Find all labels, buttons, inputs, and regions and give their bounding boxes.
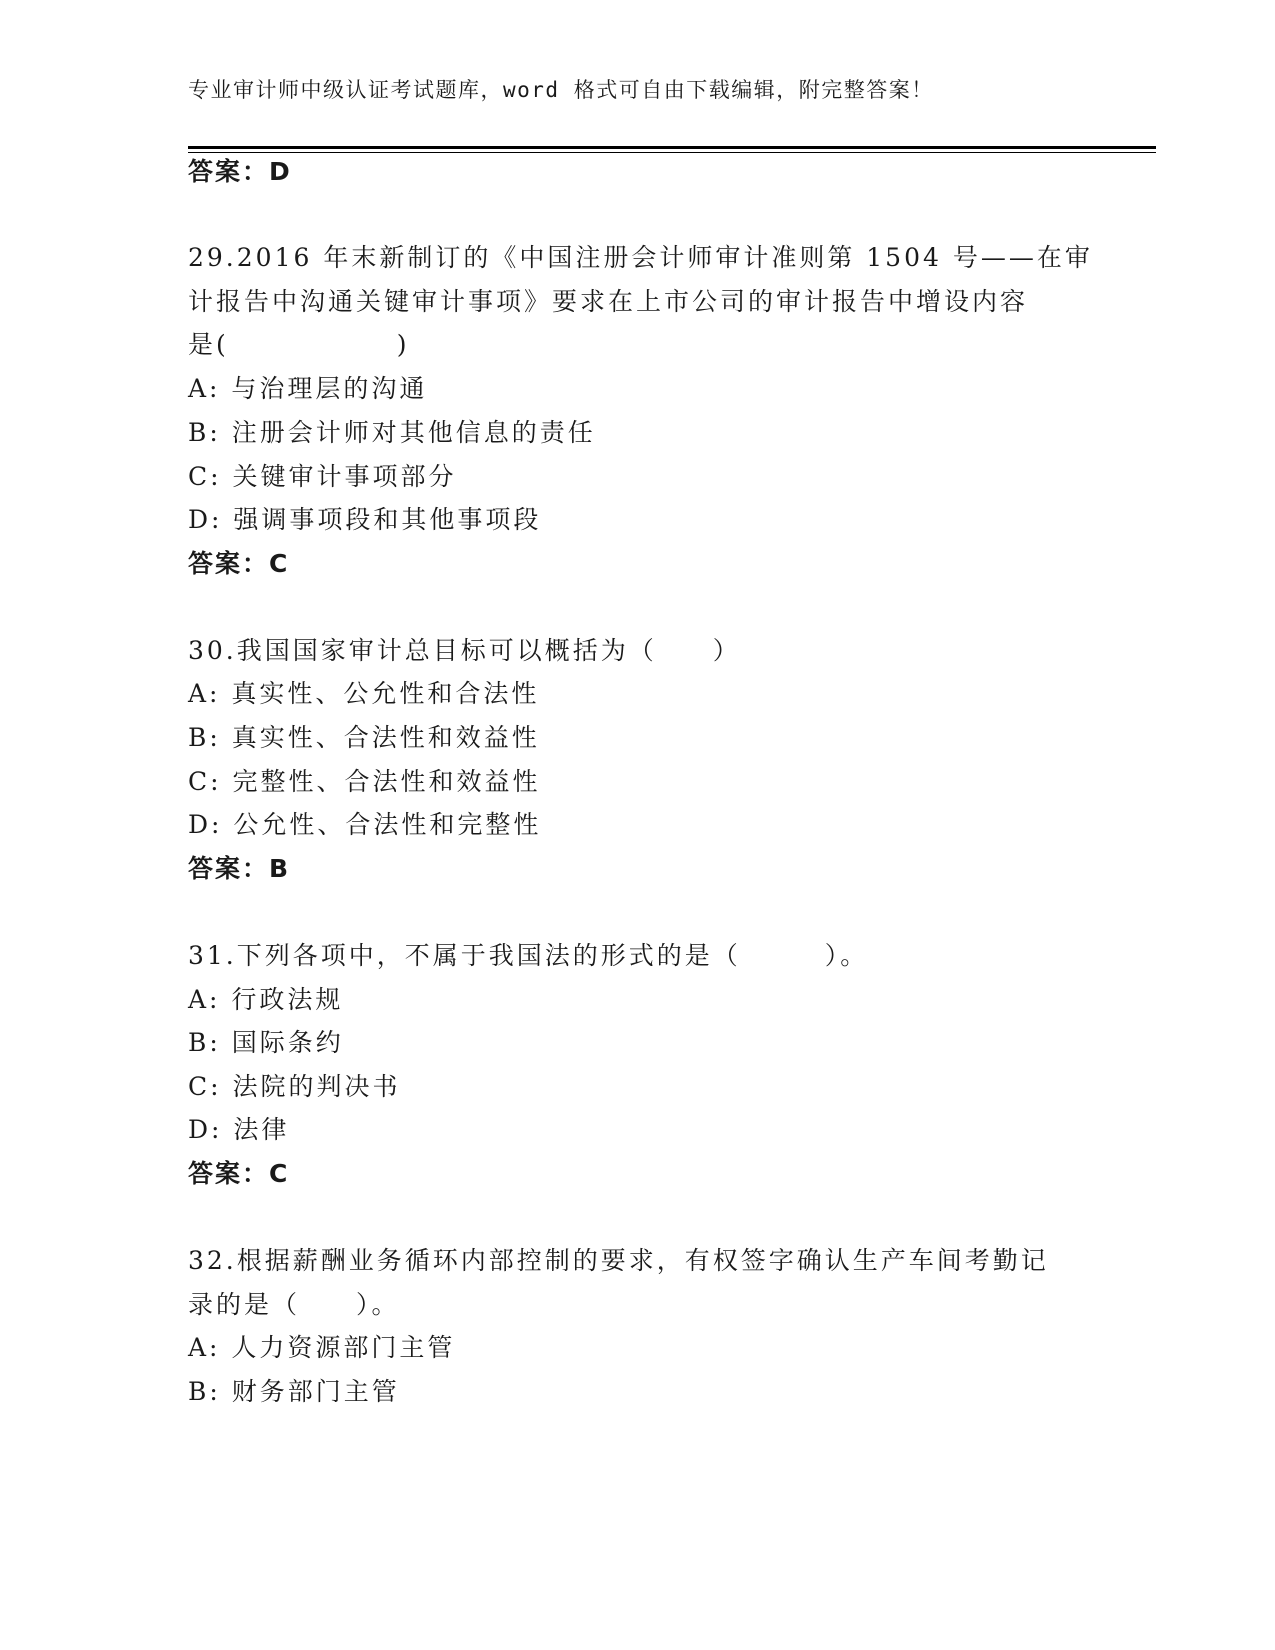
question-30-option-a: A: 真实性、公允性和合法性: [188, 679, 540, 708]
question-30-option-c: C: 完整性、合法性和效益性: [188, 767, 541, 796]
question-31-option-d: D: 法律: [188, 1115, 290, 1144]
question-29-line-2: 计报告中沟通关键审计事项》要求在上市公司的审计报告中增设内容: [188, 287, 1029, 316]
header-rule-thick: [188, 146, 1156, 149]
question-32-line-2: 录的是（ ）。: [188, 1290, 400, 1319]
question-31-option-c: C: 法院的判决书: [188, 1072, 401, 1101]
question-30-line-1: 30.我国国家审计总目标可以概括为（ ）: [188, 636, 741, 665]
page-header: 专业审计师中级认证考试题库，word 格式可自由下载编辑，附完整答案！: [188, 78, 934, 102]
question-32-option-b: B: 财务部门主管: [188, 1377, 400, 1406]
question-30-option-d: D: 公允性、合法性和完整性: [188, 810, 542, 839]
question-32-option-a: A: 人力资源部门主管: [188, 1333, 456, 1362]
question-30-option-b: B: 真实性、合法性和效益性: [188, 723, 540, 752]
question-29-option-d: D: 强调事项段和其他事项段: [188, 505, 542, 534]
question-31-option-a: A: 行政法规: [188, 985, 344, 1014]
question-29-option-a: A: 与治理层的沟通: [188, 374, 428, 403]
question-29-line-3: 是( ): [188, 330, 410, 359]
question-32-line-1: 32.根据薪酬业务循环内部控制的要求，有权签字确认生产车间考勤记: [188, 1246, 1049, 1275]
header-rule-thin: [188, 152, 1156, 153]
question-31-line-1: 31.下列各项中，不属于我国法的形式的是（ ）。: [188, 941, 869, 970]
question-31-option-b: B: 国际条约: [188, 1028, 344, 1057]
question-31-answer: 答案：C: [188, 1159, 290, 1188]
question-29-option-c: C: 关键审计事项部分: [188, 462, 457, 491]
question-30-answer: 答案：B: [188, 854, 291, 883]
question-29-line-1: 29.2016 年末新制订的《中国注册会计师审计准则第 1504 号——在审: [188, 243, 1093, 272]
question-29-option-b: B: 注册会计师对其他信息的责任: [188, 418, 596, 447]
question-29-answer: 答案：C: [188, 549, 290, 578]
answer-previous: 答案：D: [188, 157, 292, 186]
